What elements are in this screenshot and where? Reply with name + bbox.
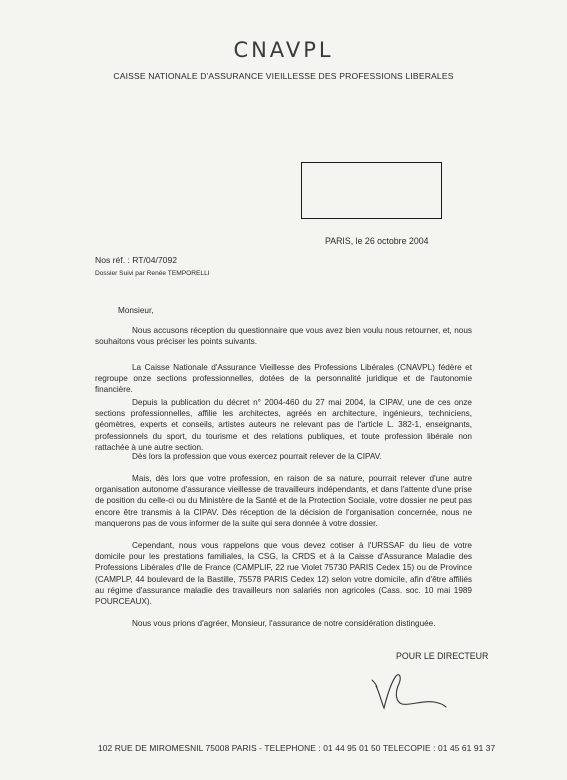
signatory-title: POUR LE DIRECTEUR [396, 651, 489, 661]
handwritten-signature [362, 664, 452, 719]
paragraph-text: Mais, dès lors que votre profession, en raison de sa nature, pourrait relever d'une autre organisation autonome d'assurance vieillesse de travailleurs indépendants, et dans l'attente d'une prise de position du celle-ci ou du Ministère de la Santé et de la Protection Sociale, votre dossier ne peut pas encore être transmis à la CIPAV. Dès réception de la décision de l'organisation concernée, nous ne manquerons pas de vous informer de la suite qui sera donnée à votre dossier. [95, 474, 472, 528]
letter-date: PARIS, le 26 octobre 2004 [325, 236, 429, 246]
paragraph-text: La Caisse Nationale d'Assurance Vieillesse des Professions Libérales (CNAVPL) fédère et regroupe onze sections professionnelles, dotées de la personnalité juridique et de l'autonomie financière. [95, 363, 472, 395]
recipient-address-box [301, 162, 442, 219]
cnavpl-logo: CNAVPL [233, 38, 334, 62]
body-paragraph-5 [95, 473, 472, 529]
body-paragraph-3 [95, 397, 472, 453]
paragraph-text: Depuis la publication du décret n° 2004-460 du 27 mai 2004, la CIPAV, une de ces onze sections professionnelles, affilie les architectes, agréés en architecture, ingénieurs, techniciens, géomètres, experts et conseils, artistes auteurs ne relevant pas de l'article L. 382-1, enseignants, professionnels du sport, du tourisme et des relations publiques, et toute profession libérale non rattachée à une autre section. [95, 398, 472, 452]
organization-name: CAISSE NATIONALE D'ASSURANCE VIEILLESSE DES PROFESSIONS LIBERALES [113, 71, 454, 81]
paragraph-text: Nous vous prions d'agréer, Monsieur, l'assurance de notre considération distinguée. [132, 619, 436, 628]
body-paragraph-7 [95, 618, 472, 629]
paragraph-text: Cependant, nous vous rappelons que vous devez cotiser à l'URSSAF du lieu de votre domicile pour les prestations familiales, la CSG, la CRDS et à la Caisse d'Assurance Maladie des Professions Libérales d'Ile de France (CAMPLIF, 22 rue Violet 75730 PARIS Cedex 15) ou de Province (CAMPLP, 44 boulevard de la Bastille, 75578 PARIS Cedex 12) selon votre domicile, afin d'être affiliés au régime d'assurance maladie des travailleurs non salariés non agricoles (Cass. soc. 10 mai 1989 POURCEAUX). [95, 541, 472, 607]
dossier-handler: Dossier Suivi par Renée TEMPORELLI [95, 270, 210, 277]
paragraph-text: Nous accusons réception du questionnaire que vous avez bien voulu nous retourner, et, nous souhaitons vous préciser les points suivants. [95, 326, 472, 347]
body-paragraph-4 [95, 451, 472, 462]
reference-number: Nos réf. : RT/04/7092 [95, 255, 178, 265]
salutation: Monsieur, [118, 306, 154, 315]
body-paragraph-1 [95, 325, 472, 347]
footer-contact: 102 RUE DE MIROMESNIL 75008 PARIS - TELEPHONE : 01 44 95 01 50 TELECOPIE : 01 45 61 91 37 [98, 743, 496, 753]
body-paragraph-2 [95, 362, 472, 396]
paragraph-text: Dès lors la profession que vous exercez pourrait relever de la CIPAV. [132, 452, 382, 461]
body-paragraph-6 [95, 540, 472, 607]
